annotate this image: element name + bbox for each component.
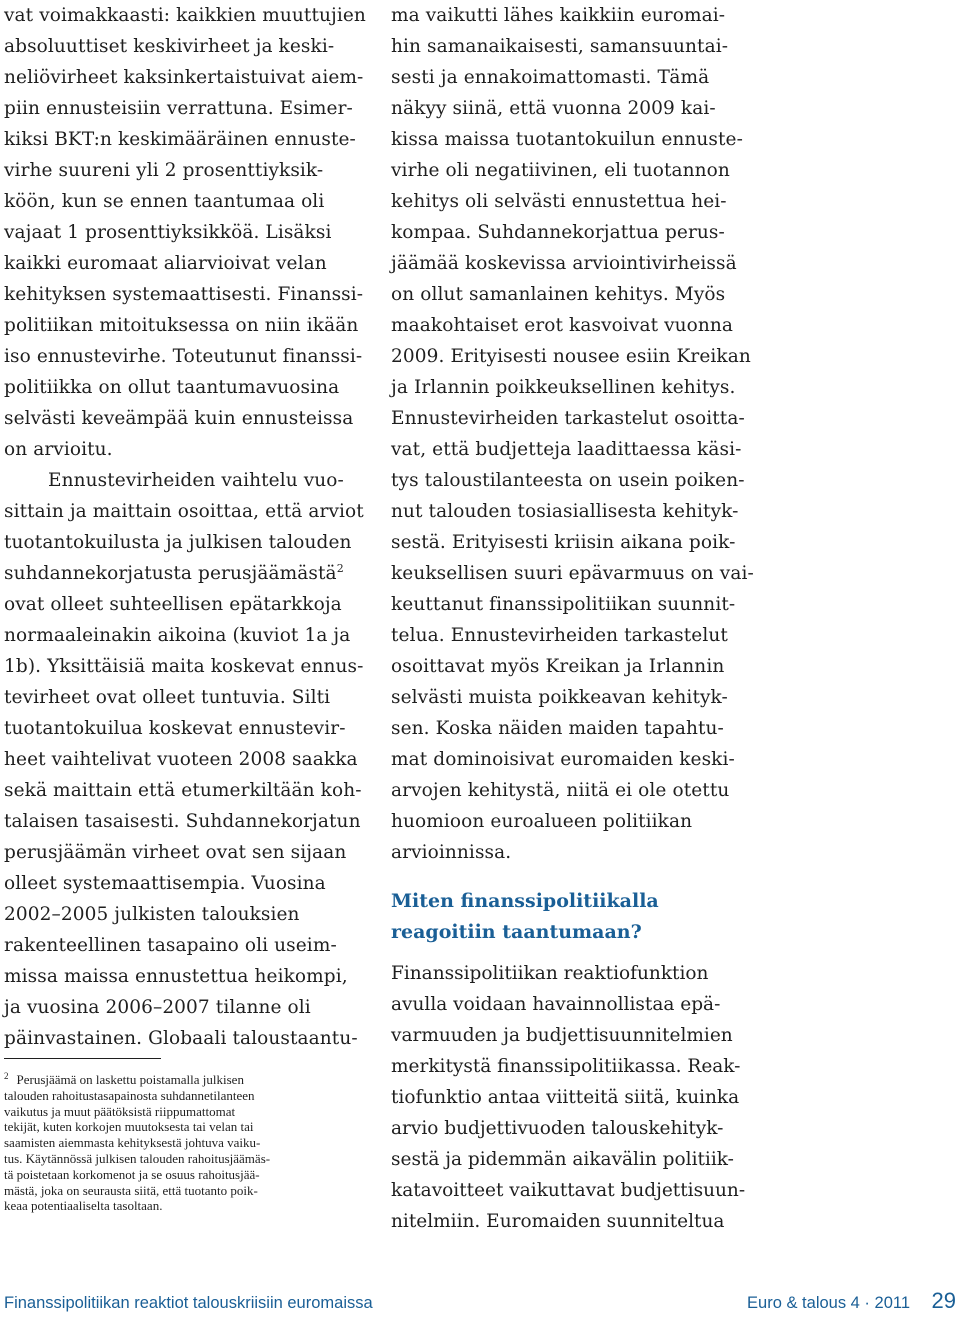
footnote (4, 1072, 354, 1214)
text-line: tevirheet ovat olleet tuntuvia. Silti (4, 687, 331, 708)
text-line: iso ennustevirhe. Toteutunut finanssi- (4, 346, 363, 367)
text-line: vat, että budjetteja laadittaessa käsi- (391, 439, 742, 460)
text-line: kehityksen systemaattisesti. Finanssi- (4, 284, 364, 305)
text-line: sestä. Erityisesti kriisin aikana poik- (391, 532, 736, 553)
text-line: on ollut samanlainen kehitys. Myös (391, 284, 726, 305)
heading-line: Miten finanssipolitiikalla (391, 890, 659, 912)
text-line: talaisen tasaisesti. Suhdannekorjatun (4, 811, 361, 832)
text-line: virhe suureni yli 2 prosenttiyksik- (4, 160, 324, 181)
text-line: 1b). Yksittäisiä maita koskevat ennus- (4, 656, 364, 677)
paragraph-1 (4, 0, 364, 465)
text-line: sen. Koska näiden maiden tapahtu- (391, 718, 724, 739)
text-line: varmuuden ja budjettisuunnitelmien (391, 1025, 733, 1046)
footnote-line (4, 1072, 354, 1088)
text-line: kompaa. Suhdannekorjattua perus- (391, 222, 725, 243)
text-line: politiikan mitoituksessa on niin ikään (4, 315, 359, 336)
text-line: sestä ja pidemmän aikavälin politiik- (391, 1149, 734, 1170)
text-line: sekä maittain että etumerkiltään koh- (4, 780, 362, 801)
text-line: 2002–2005 julkisten talouksien (4, 904, 300, 925)
footnote-marker: 2 (4, 1071, 9, 1081)
text-line: päinvastainen. Globaali taloustaantu- (4, 1028, 358, 1049)
text-line: jäämää koskevissa arviointivirheissä (391, 253, 737, 274)
text-line: 2009. Erityisesti nousee esiin Kreikan (391, 346, 751, 367)
text-line: merkitystä finanssipolitiikassa. Reak- (391, 1056, 741, 1077)
footnote-line: vaikutus ja muut päätöksistä riippumattomat (4, 1103, 236, 1119)
footnote-divider (4, 1058, 161, 1059)
footnote-line: tekijät, kuten korkojen muutoksesta tai velan tai (4, 1119, 254, 1135)
text-line: huomioon euroalueen politiikan (391, 811, 693, 832)
running-title: Finanssipolitiikan reaktiot talouskriisiin euromaissa (4, 1294, 373, 1312)
text-line: tiofunktio antaa viitteitä siitä, kuinka (391, 1087, 740, 1108)
text-line: Ennustevirheiden tarkastelut osoitta- (391, 408, 745, 429)
footnote-line: keaa potentiaaliselta tasoltaan. (4, 1198, 163, 1214)
text-line: telua. Ennustevirheiden tarkastelut (391, 625, 728, 646)
text-line: absoluuttiset keskivirheet ja keski- (4, 36, 335, 57)
text-line: virhe oli negatiivinen, eli tuotannon (391, 160, 730, 181)
text-line: olleet systemaattisempia. Vuosina (4, 873, 326, 894)
text-segment: suhdannekorjatusta perusjäämästä (4, 563, 337, 584)
text-line: selvästi keveämpää kuin ennusteissa (4, 408, 354, 429)
text-line: avulla voidaan havainnollistaa epä- (391, 994, 721, 1015)
text-line: selvästi muista poikkeavan kehityk- (391, 687, 728, 708)
text-line: keuttanut finanssipolitiikan suunnit- (391, 594, 736, 615)
text-line: politiikka on ollut taantumavuosina (4, 377, 340, 398)
text-line: vat voimakkaasti: kaikkien muuttujien (4, 5, 366, 26)
text-line: sittain ja maittain osoittaa, että arviot (4, 501, 364, 522)
footnote-line: tus. Käytännössä julkisen talouden rahoitusjäämäs- (4, 1150, 271, 1166)
text-line: missa maissa ennustettua heikompi, (4, 966, 348, 987)
text-line: heet vaihtelivat vuoteen 2008 saakka (4, 749, 358, 770)
text-line: osoittavat myös Kreikan ja Irlannin (391, 656, 725, 677)
text-line: Finanssipolitiikan reaktiofunktion (391, 963, 709, 984)
text-line: on arvioitu. (4, 439, 113, 460)
right-column-lower (391, 958, 751, 1237)
text-segment: Perusjäämä on laskettu poistamalla julkisen (16, 1072, 244, 1087)
text-line-with-footnote (4, 558, 364, 589)
text-line: keuksellisen suuri epävarmuus on vai- (391, 563, 754, 584)
text-line: vajaat 1 prosenttiyksikköä. Lisäksi (4, 222, 332, 243)
text-line: ovat olleet suhteellisen epätarkkoja (4, 594, 342, 615)
heading-line: reagoitiin taantumaan? (391, 921, 642, 943)
text-line: ma vaikutti lähes kaikkiin euromai- (391, 5, 726, 26)
text-line: ja vuosina 2006–2007 tilanne oli (4, 997, 311, 1018)
text-line: maakohtaiset erot kasvoivat vuonna (391, 315, 734, 336)
text-line: ja Irlannin poikkeuksellinen kehitys. (391, 377, 736, 398)
text-line: mat dominoisivat euromaiden keski- (391, 749, 735, 770)
text-line: kaikki euromaat aliarvioivat velan (4, 253, 327, 274)
text-line: rakenteellinen tasapaino oli useim- (4, 935, 337, 956)
page-footer (0, 1288, 960, 1318)
right-column (391, 0, 754, 868)
text-line: kissa maissa tuotantokuilun ennuste- (391, 129, 743, 150)
footnote-reference: 2 (336, 562, 344, 575)
text-line: hin samanaikaisesti, samansuuntai- (391, 36, 729, 57)
text-line: katavoitteet vaikuttavat budjettisuun- (391, 1180, 746, 1201)
left-column (4, 0, 364, 1054)
text-line: kehitys oli selvästi ennustettua hei- (391, 191, 727, 212)
footnote-line: talouden rahoitustasapainosta suhdannetilanteen (4, 1087, 255, 1103)
section-heading (391, 886, 659, 948)
text-line: nut talouden tosiasiallisesta kehityk- (391, 501, 739, 522)
text-line: Ennustevirheiden vaihtelu vuo- (48, 470, 344, 491)
text-line: tuotantokuilusta ja julkisen talouden (4, 532, 352, 553)
text-line: tuotantokuilua koskevat ennustevir- (4, 718, 346, 739)
text-line: tys taloustilanteesta on usein poiken- (391, 470, 745, 491)
publication-issue: Euro & talous 4 · 2011 (747, 1294, 910, 1312)
footnote-line: tä poistetaan korkomenot ja se osuus rahoitusjää- (4, 1166, 260, 1182)
text-line: arvio budjettivuoden talouskehityk- (391, 1118, 724, 1139)
text-line: arvojen kehitystä, niitä ei ole otettu (391, 780, 730, 801)
footnote-line: saamisten aiemmasta kehityksestä johtuva vaiku- (4, 1135, 261, 1151)
page-number: 29 (931, 1288, 956, 1313)
text-line: köön, kun se ennen taantumaa oli (4, 191, 325, 212)
text-line: näkyy siinä, että vuonna 2009 kai- (391, 98, 716, 119)
text-line: nitelmiin. Euromaiden suunniteltua (391, 1211, 725, 1232)
text-line: piin ennusteisiin verrattuna. Esimer- (4, 98, 353, 119)
text-line: sesti ja ennakoimattomasti. Tämä (391, 67, 710, 88)
footnote-line: mästä, joka on seurausta siitä, että tuotanto poik- (4, 1182, 258, 1198)
text-line: normaaleinakin aikoina (kuviot 1a ja (4, 625, 351, 646)
text-line: perusjäämän virheet ovat sen sijaan (4, 842, 347, 863)
paragraph-2 (4, 465, 364, 1054)
text-line: arvioinnissa. (391, 842, 512, 863)
text-line: neliövirheet kaksinkertaistuivat aiem- (4, 67, 364, 88)
text-line: kiksi BKT:n keskimääräinen ennuste- (4, 129, 356, 150)
